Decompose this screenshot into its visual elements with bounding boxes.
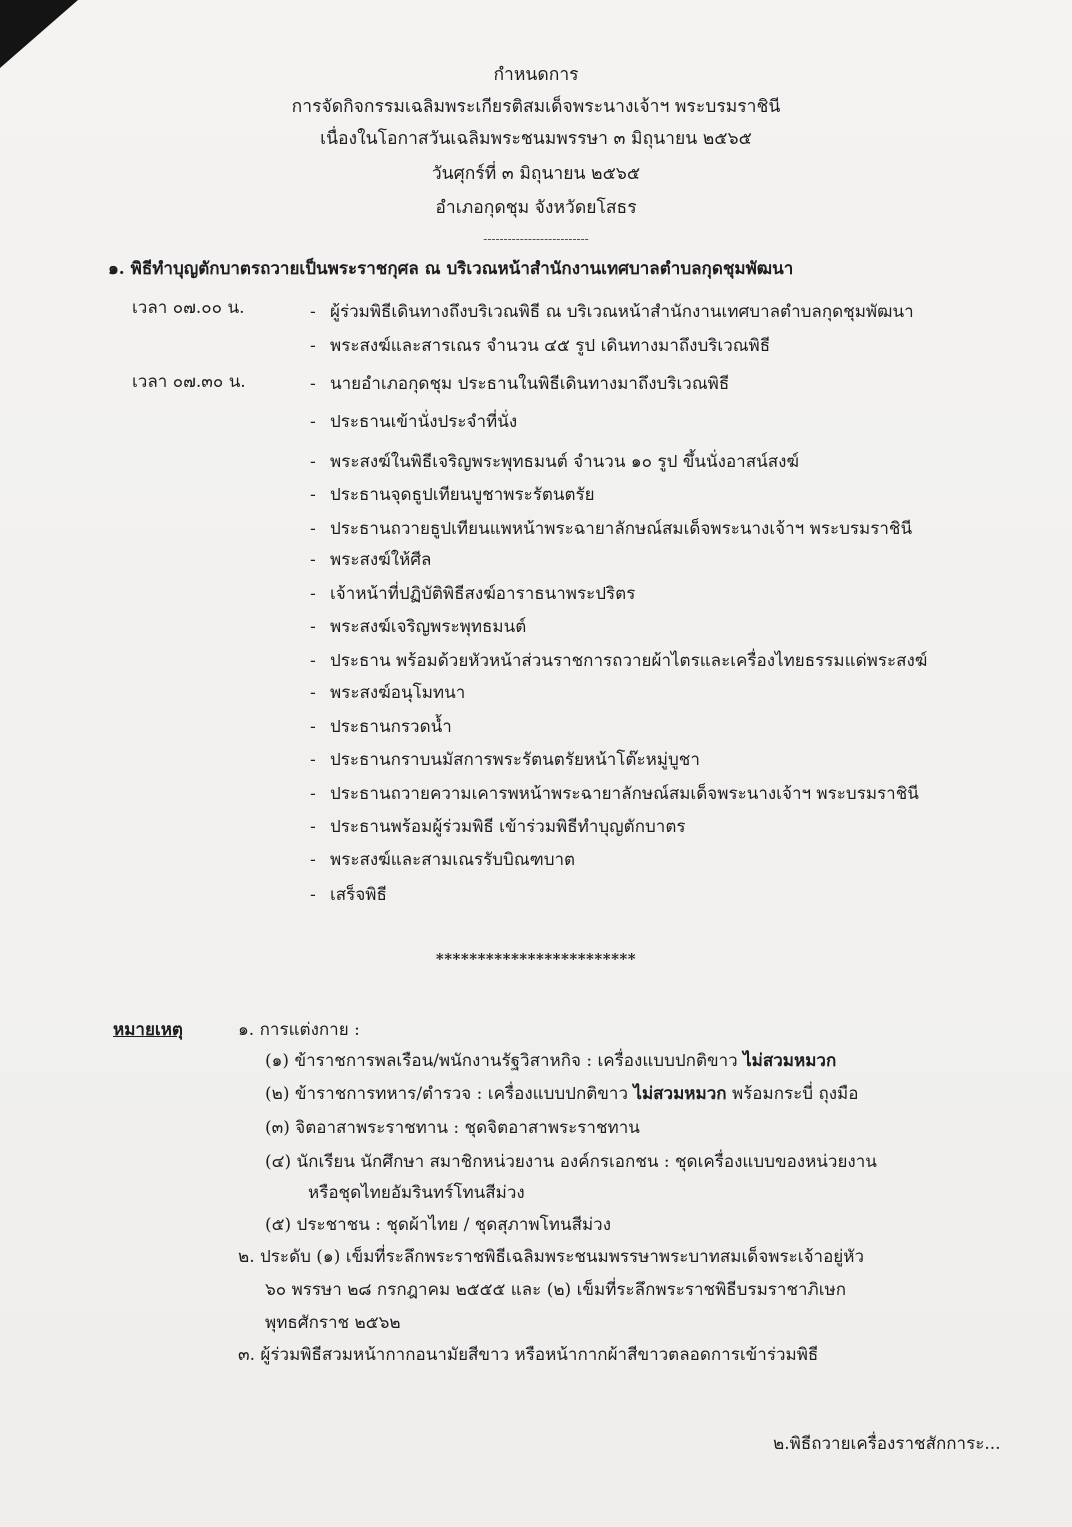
doc-heading: กำหนดการ [493,65,579,85]
dress-item-continued: หรือชุดไทยอัมรินทร์โทนสีม่วง [308,1183,525,1203]
dress-item: (๔) นักเรียน นักศึกษา สมาชิกหน่วยงาน องค์กรเอกชน : ชุดเครื่องแบบของหน่วยงาน [265,1152,877,1172]
doc-title: การจัดกิจกรรมเฉลิมพระเกียรติสมเด็จพระนางเจ้าฯ พระบรมราชินี [291,97,781,117]
list-item: - นายอำเภอกุดชุม ประธานในพิธีเดินทางมาถึงบริเวณพิธี [310,374,730,394]
dress-item: (๑) ข้าราชการพลเรือน/พนักงานรัฐวิสาหกิจ : เครื่องแบบปกติขาว ไม่สวมหมวก [265,1051,837,1071]
note-2-line-2: ๖๐ พรรษา ๒๘ กรกฎาคม ๒๕๕๕ และ (๒) เข็มที่ระลึกพระราชพิธีบรมราชาภิเษก [265,1280,847,1300]
list-item: - ประธาน พร้อมด้วยหัวหน้าส่วนราชการถวายผ้าไตรและเครื่องไทยธรรมแด่พระสงฆ์ [310,651,928,671]
dress-item: (๕) ประชาชน : ชุดผ้าไทย / ชุดสุภาพโทนสีม่วง [265,1215,612,1235]
note-1: ๑. การแต่งกาย : [238,1020,360,1040]
notes-label: หมายเหตุ [113,1020,183,1040]
doc-occasion: เนื่องในโอกาสวันเฉลิมพระชนมพรรษา ๓ มิถุนายน ๒๕๖๕ [320,129,752,149]
continuation-text: ๒.พิธีถวายเครื่องราชสักการะ... [773,1434,1001,1454]
list-item: - ประธานถวายธูปเทียนแพหน้าพระฉายาลักษณ์สมเด็จพระนางเจ้าฯ พระบรมราชินี [310,519,913,539]
list-item: - ประธานถวายความเคารพหน้าพระฉายาลักษณ์สมเด็จพระนางเจ้าฯ พระบรมราชินี [310,784,919,804]
list-item: - ประธานเข้านั่งประจำที่นั่ง [310,412,518,432]
time-0730: เวลา ๐๗.๓๐ น. [132,372,246,392]
list-item: - พระสงฆ์และสารเณร จำนวน ๔๕ รูป เดินทางมาถึงบริเวณพิธี [310,336,771,356]
note-3: ๓. ผู้ร่วมพิธีสวมหน้ากากอนามัยสีขาว หรือหน้ากากผ้าสีขาวตลอดการเข้าร่วมพิธี [238,1345,819,1365]
list-item: - ประธานจุดธูปเทียนบูชาพระรัตนตรัย [310,485,595,505]
list-item: - เจ้าหน้าที่ปฏิบัติพิธีสงฆ์อาราธนาพระปริตร [310,584,636,604]
list-item: - พระสงฆ์อนุโมทนา [310,683,466,703]
list-item: - ประธานกราบนมัสการพระรัตนตรัยหน้าโต๊ะหมู่บูชา [310,750,700,770]
dress-item: (๓) จิตอาสาพระราชทาน : ชุดจิตอาสาพระราชทาน [265,1118,640,1138]
section-separator: ************************ [435,950,637,968]
header-divider: -------------------------- [483,232,589,246]
note-2-line-3: พุทธศักราช ๒๕๖๒ [265,1313,401,1333]
list-item: - พระสงฆ์ให้ศีล [310,550,432,570]
dress-item: (๒) ข้าราชการทหาร/ตำรวจ : เครื่องแบบปกติขาว ไม่สวมหมวก พร้อมกระบี่ ถุงมือ [265,1084,859,1104]
doc-date: วันศุกร์ที่ ๓ มิถุนายน ๒๕๖๕ [431,164,641,184]
list-item: - พระสงฆ์ในพิธีเจริญพระพุทธมนต์ จำนวน ๑๐ รูป ขึ้นนั่งอาสน์สงฆ์ [310,452,799,472]
list-item: - พระสงฆ์เจริญพระพุทธมนต์ [310,617,527,637]
list-item: - ผู้ร่วมพิธีเดินทางถึงบริเวณพิธี ณ บริเวณหน้าสำนักงานเทศบาลตำบลกุดชุมพัฒนา [310,302,914,322]
scan-corner-shadow [0,0,78,68]
list-item: - เสร็จพิธี [310,885,387,905]
list-item: - ประธานกรวดน้ำ [310,717,452,737]
section-1-title: ๑. พิธีทำบุญตักบาตรถวายเป็นพระราชกุศล ณ บริเวณหน้าสำนักงานเทศบาลตำบลกุดชุมพัฒนา [108,259,794,279]
doc-location: อำเภอกุดชุม จังหวัดยโสธร [435,198,637,218]
list-item: - ประธานพร้อมผู้ร่วมพิธี เข้าร่วมพิธีทำบุญตักบาตร [310,817,686,837]
note-2: ๒. ประดับ (๑) เข็มที่ระลึกพระราชพิธีเฉลิมพระชนมพรรษาพระบาทสมเด็จพระเจ้าอยู่หัว [238,1247,865,1267]
time-0700: เวลา ๐๗.๐๐ น. [132,298,245,318]
list-item: - พระสงฆ์และสามเณรรับบิณฑบาต [310,850,576,870]
